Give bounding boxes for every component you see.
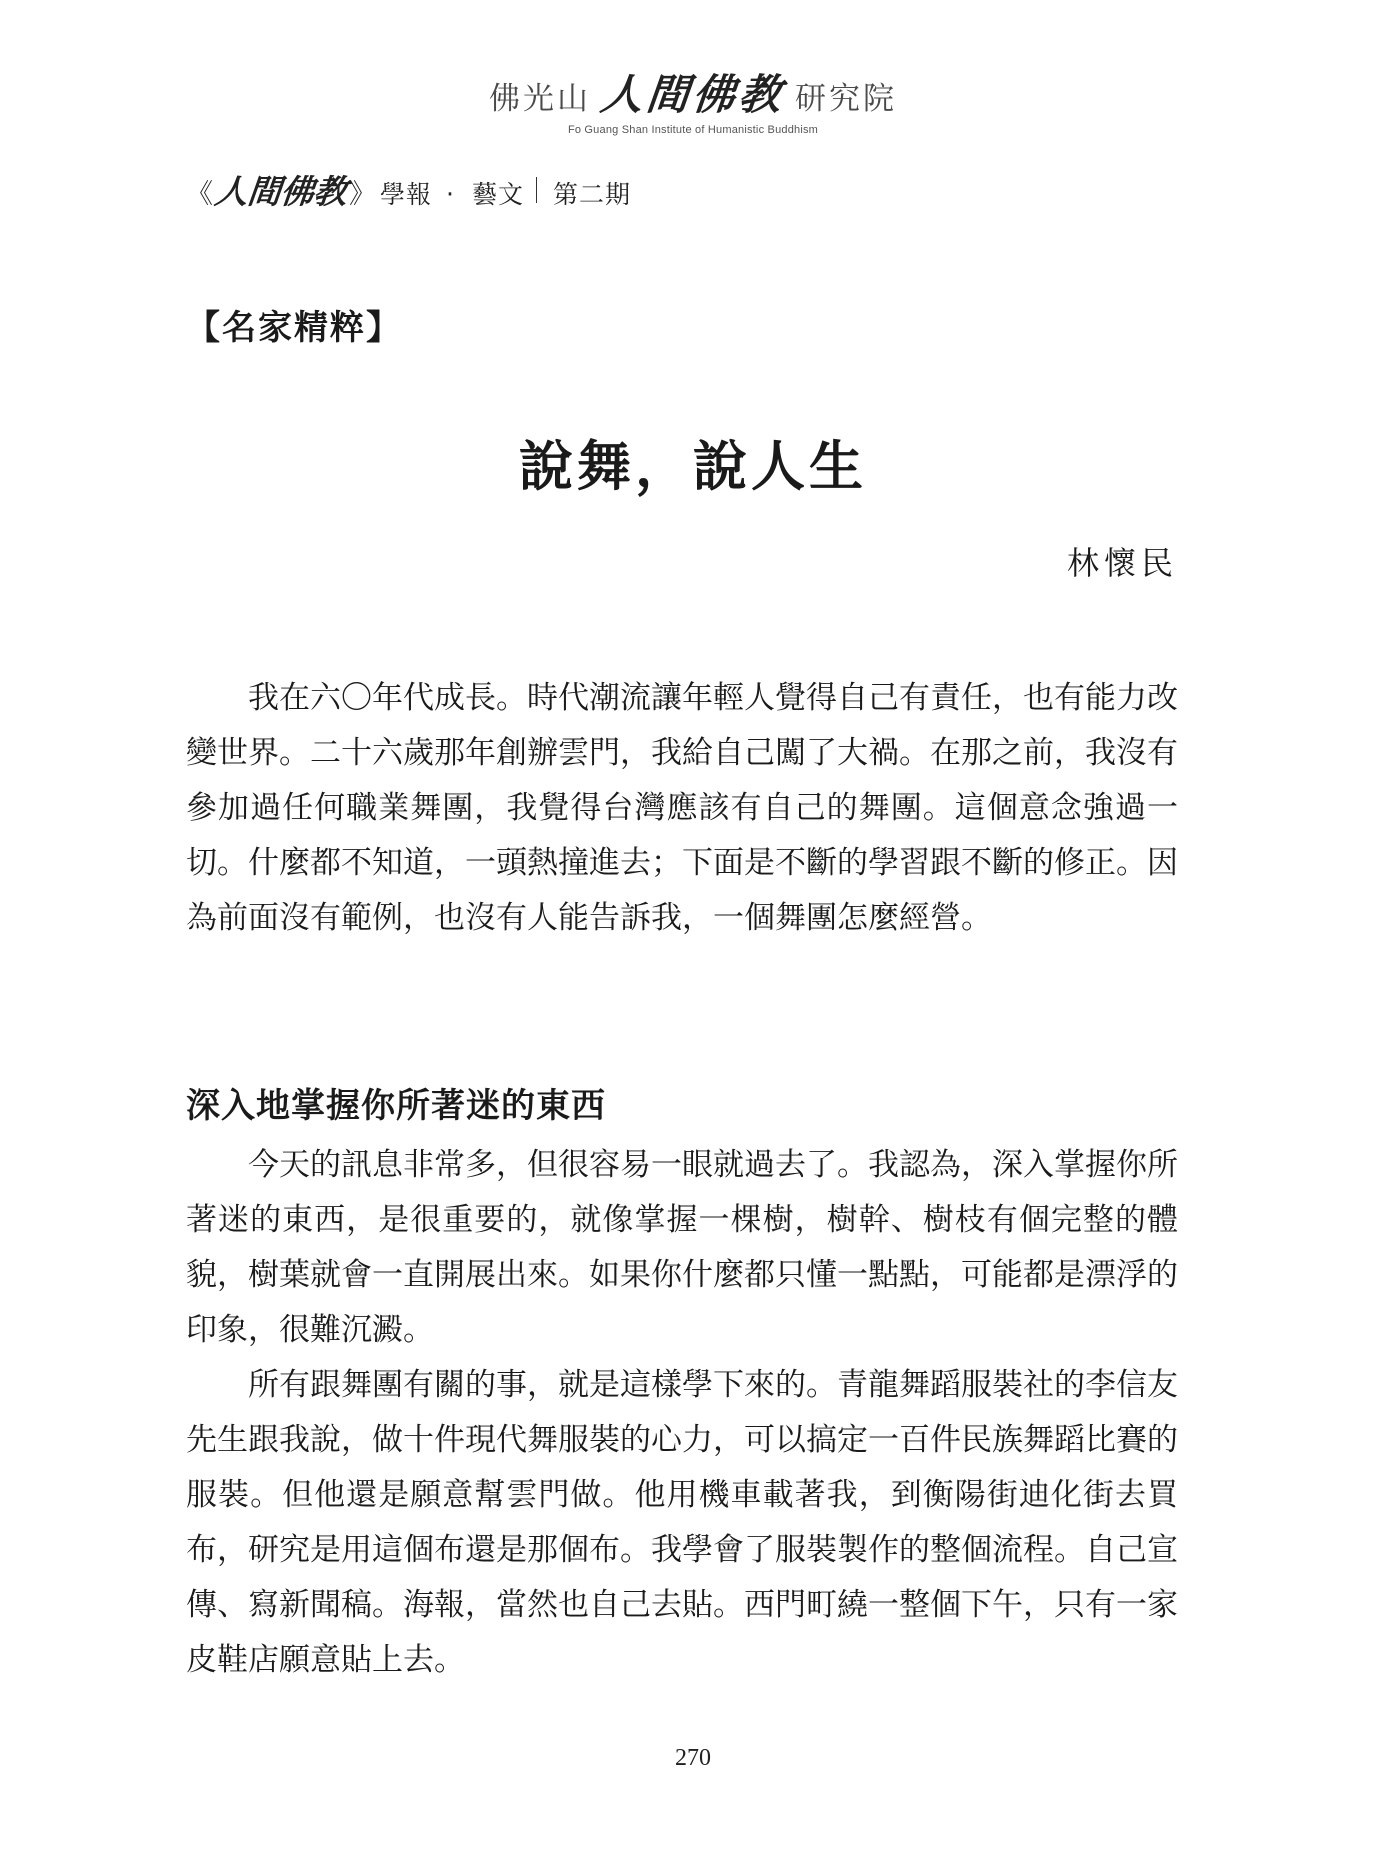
- journal-open-bracket: 《: [186, 179, 213, 210]
- journal-issue: 第二期: [552, 180, 631, 209]
- body-paragraph: 所有跟舞團有關的事，就是這樣學下來的。青龍舞蹈服裝社的李信友先生跟我說，做十件現代舞服裝的心力，可以搞定一百件民族舞蹈比賽的服裝。但他還是願意幫雲門做。他用機車載著我，到衡陽街迪化街去買布，研究是用這個布還是那個布。我學會了服裝製作的整個流程。自己宣傳、寫新聞稿。海報，當然也自己去貼。西門町繞一整個下午，只有一家皮鞋店願意貼上去。: [186, 1367, 1178, 1678]
- body-paragraph: 我在六〇年代成長。時代潮流讓年輕人覺得自己有責任，也有能力改變世界。二十六歲那年創辦雲門，我給自己闖了大禍。在那之前，我沒有參加過任何職業舞團，我覺得台灣應該有自己的舞團。這個意念強過一切。什麼都不知道，一頭熱撞進去；下面是不斷的學習跟不斷的修正。因為前面沒有範例，也沒有人能告訴我，一個舞團怎麼經營。: [186, 680, 1178, 936]
- journal-vertical-divider: [536, 177, 537, 203]
- institute-english-name: Fo Guang Shan Institute of Humanistic Buddhism: [567, 124, 819, 136]
- section-subheading: 深入地掌握你所著迷的東西: [186, 1086, 606, 1126]
- journal-close-bracket: 》: [349, 179, 376, 210]
- article-title: 說舞，說人生: [519, 434, 867, 498]
- institute-suffix: 研究院: [795, 81, 897, 117]
- body-paragraph: 今天的訊息非常多，但很容易一眼就過去了。我認為，深入掌握你所著迷的東西，是很重要的，就像掌握一棵樹，樹幹、樹枝有個完整的體貌，樹葉就會一直開展出來。如果你什麼都只懂一點點，可能都是漂浮的印象，很難沉澱。: [186, 1147, 1178, 1348]
- journal-brand-calligraphy: 人間佛教: [212, 172, 349, 211]
- institute-brand-calligraphy: 人間佛教: [598, 70, 788, 119]
- journal-name: 學報: [380, 180, 433, 209]
- institute-prefix: 佛光山: [488, 81, 591, 117]
- body-section-main: [186, 1138, 1178, 1688]
- institute-logo-line: [489, 62, 897, 122]
- institute-header: [0, 62, 1386, 136]
- journal-running-head: [186, 166, 631, 213]
- section-tag: 【名家精粹】: [186, 308, 402, 348]
- journal-section: 藝文: [471, 180, 524, 209]
- journal-dot-separator: ‧: [446, 180, 454, 209]
- page-number: 270: [675, 1745, 711, 1771]
- body-section-intro: [186, 671, 1178, 946]
- article-author: 林懷民: [1066, 544, 1178, 582]
